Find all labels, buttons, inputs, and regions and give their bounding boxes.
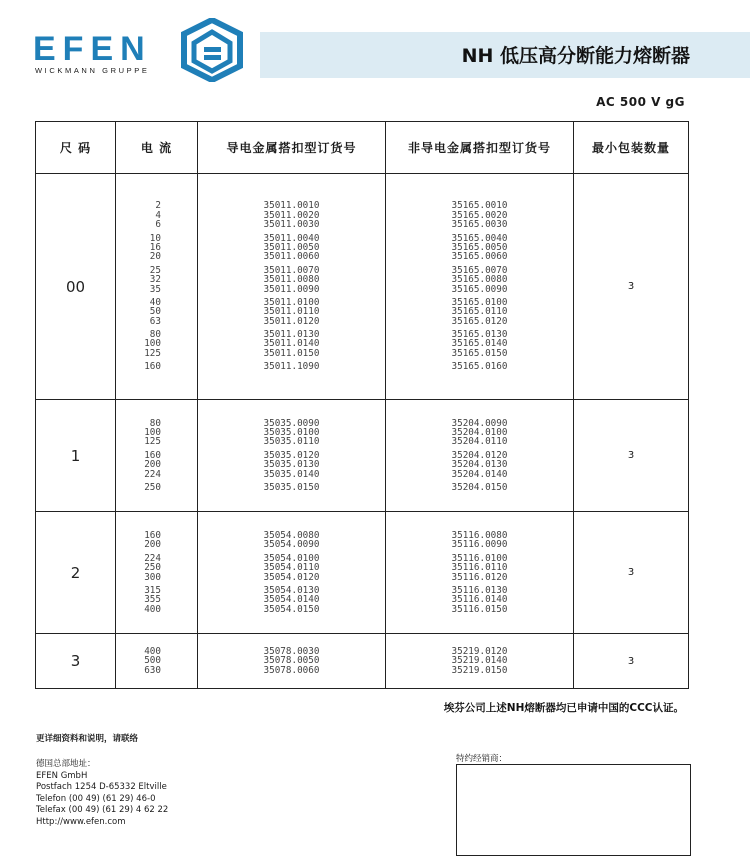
order-number: 35165.0050	[451, 241, 508, 253]
order-number: 35011.0140	[263, 338, 320, 350]
current-value: 300	[144, 571, 161, 583]
value-group	[386, 554, 573, 582]
order-number: 35165.0100	[451, 296, 508, 308]
size-cell: 1	[36, 400, 116, 512]
order-number: 35011.0070	[263, 264, 320, 276]
value-group	[386, 234, 573, 262]
order-number: 35035.0090	[263, 417, 320, 429]
order-number: 35116.0100	[451, 552, 508, 564]
value-group	[386, 451, 573, 479]
order-number: 35035.0120	[263, 449, 320, 461]
current-value: 100	[144, 338, 161, 350]
voltage-spec: AC 500 V gG	[596, 95, 685, 109]
order-number: 35054.0120	[263, 571, 320, 583]
header-min-pack-qty: 最小包装数量	[574, 122, 689, 174]
order-number: 35116.0120	[451, 571, 508, 583]
fuse-table	[35, 121, 689, 689]
metal-order-cell	[198, 400, 386, 512]
order-number: 35116.0110	[451, 562, 508, 574]
current-cell	[116, 174, 198, 400]
address-line: Telefon (00 49) (61 29) 46-0	[36, 793, 156, 804]
current-value: 2	[155, 200, 161, 212]
header-metal-order-no: 导电金属搭扣型订货号	[198, 122, 386, 174]
current-value: 10	[149, 232, 161, 244]
nonmetal-order-cell	[386, 400, 574, 512]
order-number: 35054.0130	[263, 584, 320, 596]
table-row	[36, 174, 689, 400]
order-number: 35165.0030	[451, 219, 508, 231]
qty-cell: 3	[574, 174, 689, 400]
nonmetal-order-cell	[386, 512, 574, 634]
order-number: 35165.0090	[451, 283, 508, 295]
value-group	[116, 201, 161, 229]
order-number: 35035.0150	[263, 481, 320, 493]
fuse-table-wrapper	[35, 121, 688, 687]
current-value: 100	[144, 427, 161, 439]
value-group	[116, 298, 161, 326]
order-number: 35219.0150	[451, 664, 508, 676]
contact-lead: 更详细资料和说明，请联络	[36, 734, 139, 744]
table-row	[36, 512, 689, 634]
dealer-box	[456, 764, 691, 856]
order-number: 35165.0150	[451, 347, 508, 359]
order-number: 35011.1090	[263, 361, 320, 373]
order-number: 35011.0010	[263, 200, 320, 212]
current-cell	[116, 512, 198, 634]
order-number: 35165.0120	[451, 315, 508, 327]
order-number: 35054.0140	[263, 594, 320, 606]
order-number: 35219.0140	[451, 655, 508, 667]
order-number: 35165.0160	[451, 361, 508, 373]
value-group	[386, 647, 573, 675]
qty-cell: 3	[574, 512, 689, 634]
current-value: 200	[144, 459, 161, 471]
address-block	[36, 759, 168, 828]
current-value: 80	[149, 417, 161, 429]
value-group	[198, 554, 385, 582]
value-group	[386, 419, 573, 447]
order-number: 35078.0060	[263, 664, 320, 676]
order-number: 35165.0020	[451, 209, 508, 221]
dealer-label: 特约经销商：	[456, 754, 508, 764]
current-value: 400	[144, 603, 161, 615]
value-group	[386, 298, 573, 326]
current-cell	[116, 400, 198, 512]
order-number: 35011.0060	[263, 251, 320, 263]
order-number: 35204.0150	[451, 481, 508, 493]
header-current: 电 流	[116, 122, 198, 174]
order-number: 35011.0090	[263, 283, 320, 295]
qty-cell: 3	[574, 634, 689, 689]
current-value: 224	[144, 468, 161, 480]
value-group	[386, 330, 573, 358]
efen-badge-icon	[180, 18, 244, 82]
nonmetal-order-cell	[386, 174, 574, 400]
metal-order-cell	[198, 634, 386, 689]
value-group	[386, 531, 573, 550]
current-value: 32	[149, 274, 161, 286]
value-group	[198, 419, 385, 447]
order-number: 35054.0090	[263, 539, 320, 551]
value-group	[116, 647, 161, 675]
current-value: 40	[149, 296, 161, 308]
order-number: 35116.0130	[451, 584, 508, 596]
value-group	[116, 234, 161, 262]
address-line: 德国总部地址：	[36, 759, 96, 769]
order-number: 35054.0100	[263, 552, 320, 564]
order-number: 35165.0080	[451, 274, 508, 286]
value-group	[198, 266, 385, 294]
order-number: 35011.0040	[263, 232, 320, 244]
value-group	[116, 330, 161, 358]
order-number: 35165.0040	[451, 232, 508, 244]
order-number: 35011.0030	[263, 219, 320, 231]
current-value: 80	[149, 329, 161, 341]
current-value: 4	[155, 209, 161, 221]
order-number: 35165.0130	[451, 329, 508, 341]
current-value: 160	[144, 361, 161, 373]
order-number: 35204.0130	[451, 459, 508, 471]
order-number: 35035.0100	[263, 427, 320, 439]
size-cell: 2	[36, 512, 116, 634]
value-group	[198, 234, 385, 262]
value-group	[116, 419, 161, 447]
order-number: 35011.0130	[263, 329, 320, 341]
table-row	[36, 400, 689, 512]
value-group	[198, 362, 385, 371]
value-group	[116, 483, 161, 492]
order-number: 35011.0020	[263, 209, 320, 221]
order-number: 35054.0110	[263, 562, 320, 574]
header-nonmetal-order-no: 非导电金属搭扣型订货号	[386, 122, 574, 174]
current-value: 125	[144, 347, 161, 359]
order-number: 35011.0120	[263, 315, 320, 327]
value-group	[198, 330, 385, 358]
current-value: 25	[149, 264, 161, 276]
value-group	[198, 483, 385, 492]
value-group	[386, 586, 573, 614]
brand-subtitle: WICKMANN GRUPPE	[35, 66, 150, 75]
value-group	[116, 266, 161, 294]
order-number: 35011.0110	[263, 306, 320, 318]
qty-cell: 3	[574, 400, 689, 512]
current-value: 125	[144, 436, 161, 448]
metal-order-cell	[198, 512, 386, 634]
value-group	[116, 362, 161, 371]
website-link[interactable]: Http://www.efen.com	[36, 816, 126, 827]
header-size: 尺 码	[36, 122, 116, 174]
value-group	[116, 531, 161, 550]
current-value: 250	[144, 562, 161, 574]
order-number: 35011.0100	[263, 296, 320, 308]
current-value: 250	[144, 481, 161, 493]
order-number: 35035.0140	[263, 468, 320, 480]
current-cell	[116, 634, 198, 689]
order-number: 35219.0120	[451, 645, 508, 657]
order-number: 35165.0140	[451, 338, 508, 350]
page-title: NH 低压高分断能力熔断器	[461, 45, 690, 67]
current-value: 400	[144, 645, 161, 657]
value-group	[116, 586, 161, 614]
order-number: 35204.0140	[451, 468, 508, 480]
current-value: 355	[144, 594, 161, 606]
current-value: 500	[144, 655, 161, 667]
value-group	[198, 531, 385, 550]
current-value: 50	[149, 306, 161, 318]
current-value: 160	[144, 529, 161, 541]
value-group	[198, 298, 385, 326]
order-number: 35165.0060	[451, 251, 508, 263]
size-cell: 00	[36, 174, 116, 400]
value-group	[386, 483, 573, 492]
current-value: 20	[149, 251, 161, 263]
current-value: 224	[144, 552, 161, 564]
value-group	[386, 201, 573, 229]
current-value: 160	[144, 449, 161, 461]
current-value: 16	[149, 241, 161, 253]
value-group	[116, 451, 161, 479]
order-number: 35011.0150	[263, 347, 320, 359]
order-number: 35116.0140	[451, 594, 508, 606]
order-number: 35078.0050	[263, 655, 320, 667]
value-group	[198, 201, 385, 229]
brand-logo-text: EFEN	[33, 30, 152, 68]
order-number: 35204.0120	[451, 449, 508, 461]
ccc-note: 埃芬公司上述NH熔断器均已申请中国的CCC认证。	[443, 702, 684, 714]
order-number: 35035.0110	[263, 436, 320, 448]
order-number: 35116.0090	[451, 539, 508, 551]
address-line: Telefax (00 49) (61 29) 4 62 22	[36, 805, 169, 815]
current-value: 35	[149, 283, 161, 295]
value-group	[198, 586, 385, 614]
table-body	[36, 174, 689, 689]
value-group	[198, 451, 385, 479]
order-number: 35054.0080	[263, 529, 320, 541]
value-group	[198, 647, 385, 675]
order-number: 35035.0130	[263, 459, 320, 471]
order-number: 35116.0080	[451, 529, 508, 541]
metal-order-cell	[198, 174, 386, 400]
current-value: 200	[144, 539, 161, 551]
order-number: 35204.0100	[451, 427, 508, 439]
nonmetal-order-cell	[386, 634, 574, 689]
order-number: 35078.0030	[263, 645, 320, 657]
size-cell: 3	[36, 634, 116, 689]
order-number: 35165.0070	[451, 264, 508, 276]
order-number: 35116.0150	[451, 603, 508, 615]
order-number: 35011.0080	[263, 274, 320, 286]
order-number: 35165.0010	[451, 200, 508, 212]
current-value: 6	[155, 219, 161, 231]
value-group	[386, 362, 573, 371]
table-header-row	[36, 122, 689, 174]
order-number: 35165.0110	[451, 306, 508, 318]
order-number: 35011.0050	[263, 241, 320, 253]
table-row	[36, 634, 689, 689]
order-number: 35204.0110	[451, 436, 508, 448]
current-value: 63	[149, 315, 161, 327]
address-line: Postfach 1254 D-65332 Eltville	[36, 782, 167, 792]
value-group	[386, 266, 573, 294]
current-value: 315	[144, 584, 161, 596]
address-line: EFEN GmbH	[36, 770, 88, 781]
order-number: 35204.0090	[451, 417, 508, 429]
current-value: 630	[144, 664, 161, 676]
value-group	[116, 554, 161, 582]
order-number: 35054.0150	[263, 603, 320, 615]
